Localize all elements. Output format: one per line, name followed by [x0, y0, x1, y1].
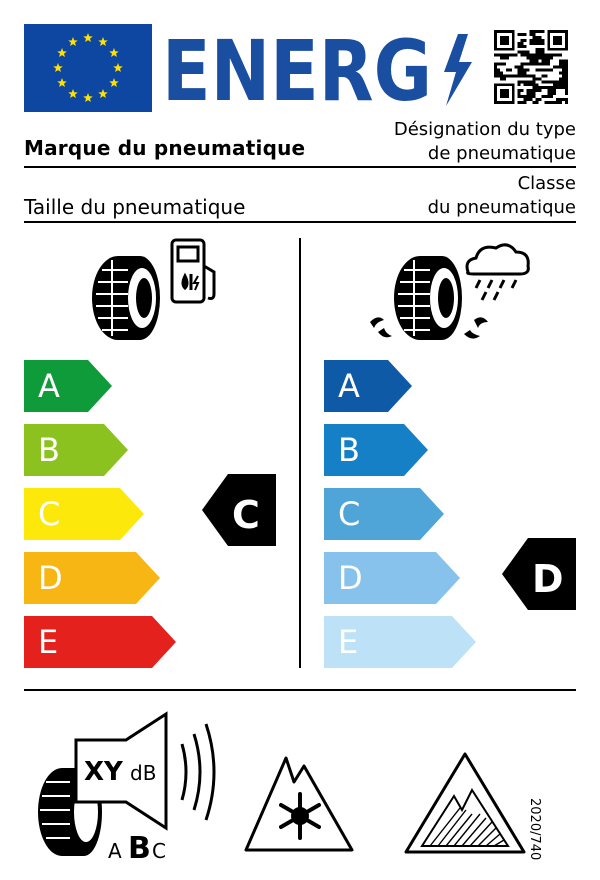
eu-flag-icon: [24, 24, 152, 112]
tyre-class-line-1: Classe: [517, 173, 576, 194]
wet-grip-class-label-e: E: [338, 623, 359, 661]
noise-class-label-a: A: [108, 839, 122, 863]
noise-unit: dB: [130, 761, 157, 785]
fuel-class-label-c: C: [38, 495, 61, 533]
fuel-class-label-d: D: [38, 559, 63, 597]
sound-waves-icon: [182, 724, 214, 820]
tyre-type-line-1: Désignation du type: [393, 119, 576, 140]
lightning-bolt-icon: [444, 34, 472, 106]
fuel-selected-class-label: C: [232, 493, 260, 537]
regulation-code: 2020/740: [527, 798, 542, 861]
fuel-class-label-b: B: [38, 431, 60, 469]
tyre-type-label: [394, 118, 576, 166]
wet-grip-icon-group: [364, 236, 534, 348]
tyre-class-line-2: du pneumatique: [427, 197, 576, 218]
wet-grip-class-label-a: A: [338, 367, 360, 405]
ice-grip-icon: [400, 748, 530, 858]
noise-value: XY: [84, 757, 123, 787]
fuel-efficiency-icon-group: [88, 236, 224, 348]
divider: [24, 166, 576, 168]
divider: [24, 689, 576, 691]
rain-cloud-icon: [467, 245, 528, 300]
fuel-class-label-e: E: [38, 623, 59, 661]
wet-grip-class-label-b: B: [338, 431, 360, 469]
wet-grip-selected-class-label: D: [532, 557, 564, 601]
wet-grip-scale: [300, 350, 600, 680]
divider: [24, 221, 576, 223]
fuel-class-label-a: A: [38, 367, 60, 405]
fuel-efficiency-scale: [0, 350, 300, 680]
snow-grip-icon: [240, 738, 360, 858]
tyre-icon: [394, 256, 462, 340]
noise-class-label-c: C: [152, 839, 166, 863]
tyre-size-label: Taille du pneumatique: [24, 195, 246, 219]
tyre-icon: [92, 256, 160, 340]
wet-grip-class-label-c: C: [338, 495, 361, 533]
tyre-type-line-2: de pneumatique: [427, 143, 576, 164]
energy-wordmark-text: ENERG: [162, 22, 432, 112]
energy-wordmark: [160, 20, 480, 112]
wet-grip-class-label-d: D: [338, 559, 363, 597]
noise-class-label-b: B: [128, 831, 151, 866]
noise-icon-group: [30, 706, 230, 866]
tyre-class-label: [428, 172, 576, 220]
qr-code[interactable]: [494, 30, 568, 104]
fuel-pump-icon: [172, 240, 214, 302]
tyre-brand-label: Marque du pneumatique: [24, 136, 306, 160]
